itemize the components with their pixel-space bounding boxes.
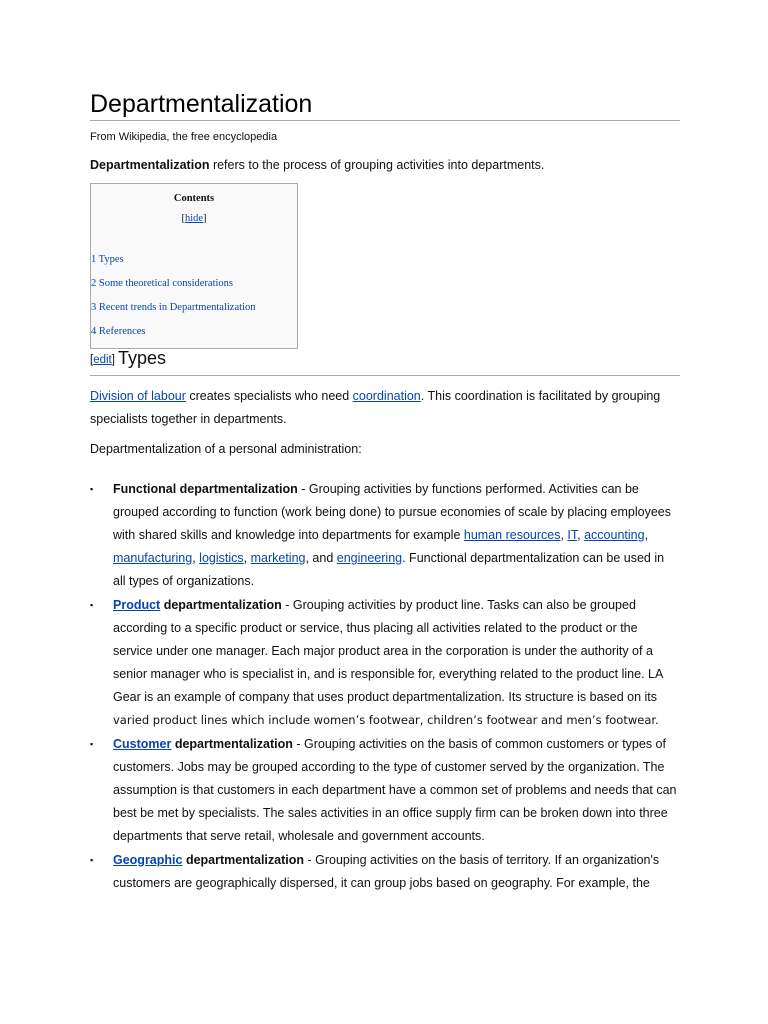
toc-item-types[interactable]: 1 Types — [91, 254, 124, 265]
bullet-icon: ▪ — [90, 600, 94, 610]
intro-paragraph — [90, 156, 680, 174]
functional-text2: . Functional departmentalization can be used in all types of organizations. — [113, 551, 665, 588]
sep5: , — [243, 551, 251, 565]
link-manufacturing[interactable]: manufacturing — [113, 551, 193, 565]
edit-link[interactable]: edit — [93, 354, 112, 366]
term-customer: departmentalization — [171, 737, 293, 751]
article — [90, 88, 680, 896]
geographic-text: - Grouping activities on the basis of territory. If an organization's customers are geographically dispersed, it can group jobs based on geography. For example, the — [113, 853, 660, 890]
sep2: , — [577, 528, 585, 542]
list-item-functional — [90, 478, 680, 593]
product-text: - Grouping activities by product line. Tasks can also be grouped according to a specific product or service, thus placing all activities related to the product or the service under one manager. Each major product area in the corporation is under the authority of a senior manager who is specialist in, and is responsible for, everything related to the product line. LA Gear is an example of company that uses product departmentalization. Its structure is based on its — [113, 598, 663, 704]
link-product[interactable]: Product — [113, 598, 161, 612]
page-title: Departmentalization — [90, 88, 680, 121]
sep1: , — [560, 528, 568, 542]
term-geographic: departmentalization — [182, 853, 305, 867]
intro-text: refers to the process of grouping activities into departments. — [209, 158, 545, 172]
toc-title: Contents — [173, 193, 215, 204]
para1-text1: creates specialists who need — [185, 389, 353, 403]
link-human-resources[interactable]: human resources — [463, 528, 561, 542]
term-product: departmentalization — [160, 598, 282, 612]
departmentalization-list — [90, 478, 680, 895]
edit-bracket-open: [ — [90, 354, 94, 366]
product-text-mono: varied product lines which include women’s footwear, children’s footwear and men’s footwear. — [113, 713, 659, 727]
link-engineering[interactable]: engineering — [336, 551, 403, 565]
paragraph-personal-admin: Departmentalization of a personal administration: — [90, 442, 362, 456]
link-division-of-labour[interactable]: Division of labour — [90, 389, 186, 403]
link-marketing[interactable]: marketing — [250, 551, 306, 565]
link-accounting[interactable]: accounting — [584, 528, 645, 542]
link-customer[interactable]: Customer — [113, 737, 172, 751]
sep3: , — [644, 528, 649, 542]
toc-list — [91, 252, 255, 348]
section-heading-types — [90, 350, 680, 376]
intro-bold: Departmentalization — [90, 158, 210, 172]
edit-section — [90, 354, 115, 366]
sep6: , and — [305, 551, 337, 565]
customer-text: - Grouping activities on the basis of common customers or types of customers. Jobs may be grouped according to the type of customer served by the organization. The assumption is that customers in each department have a common set of problems and needs that can best be met by specialists. The sales activities in an office supply firm can be broken down into three departments that serve retail, wholesale and government accounts. — [113, 737, 677, 843]
link-it[interactable]: IT — [567, 528, 578, 542]
paragraph-division-of-labour — [90, 385, 680, 431]
toc-item-references[interactable]: 4 References — [91, 326, 146, 337]
sep4: , — [192, 551, 200, 565]
subtitle: From Wikipedia, the free encyclopedia — [90, 131, 278, 143]
list-item-product — [90, 594, 680, 732]
functional-text1: - Grouping activities by functions performed. Activities can be grouped according to function (work being done) to pursue economies of scale by placing employees with shared skills and knowledge into departments for example — [113, 482, 671, 542]
toc-hide-link[interactable]: hide — [184, 213, 204, 224]
term-functional: Functional departmentalization — [113, 482, 298, 496]
toc-hide — [91, 213, 297, 224]
link-coordination[interactable]: coordination — [352, 389, 421, 403]
bullet-icon: ▪ — [90, 855, 94, 865]
list-item-geographic — [90, 849, 680, 895]
toc-item-recent-trends[interactable]: 3 Recent trends in Departmentalization — [91, 302, 256, 313]
para1-text2: . This coordination is facilitated by grouping specialists together in departments. — [90, 389, 661, 426]
section-title: Types — [118, 348, 167, 368]
toc-item-theoretical[interactable]: 2 Some theoretical considerations — [91, 278, 234, 289]
table-of-contents — [90, 183, 298, 349]
toc-bracket-open: [ — [181, 213, 185, 224]
bullet-icon: ▪ — [90, 484, 94, 494]
edit-bracket-close: ] — [111, 354, 115, 366]
bullet-icon: ▪ — [90, 739, 94, 749]
toc-bracket-close: ] — [203, 213, 207, 224]
list-item-customer — [90, 733, 680, 848]
link-geographic[interactable]: Geographic — [113, 853, 183, 867]
link-logistics[interactable]: logistics — [199, 551, 244, 565]
